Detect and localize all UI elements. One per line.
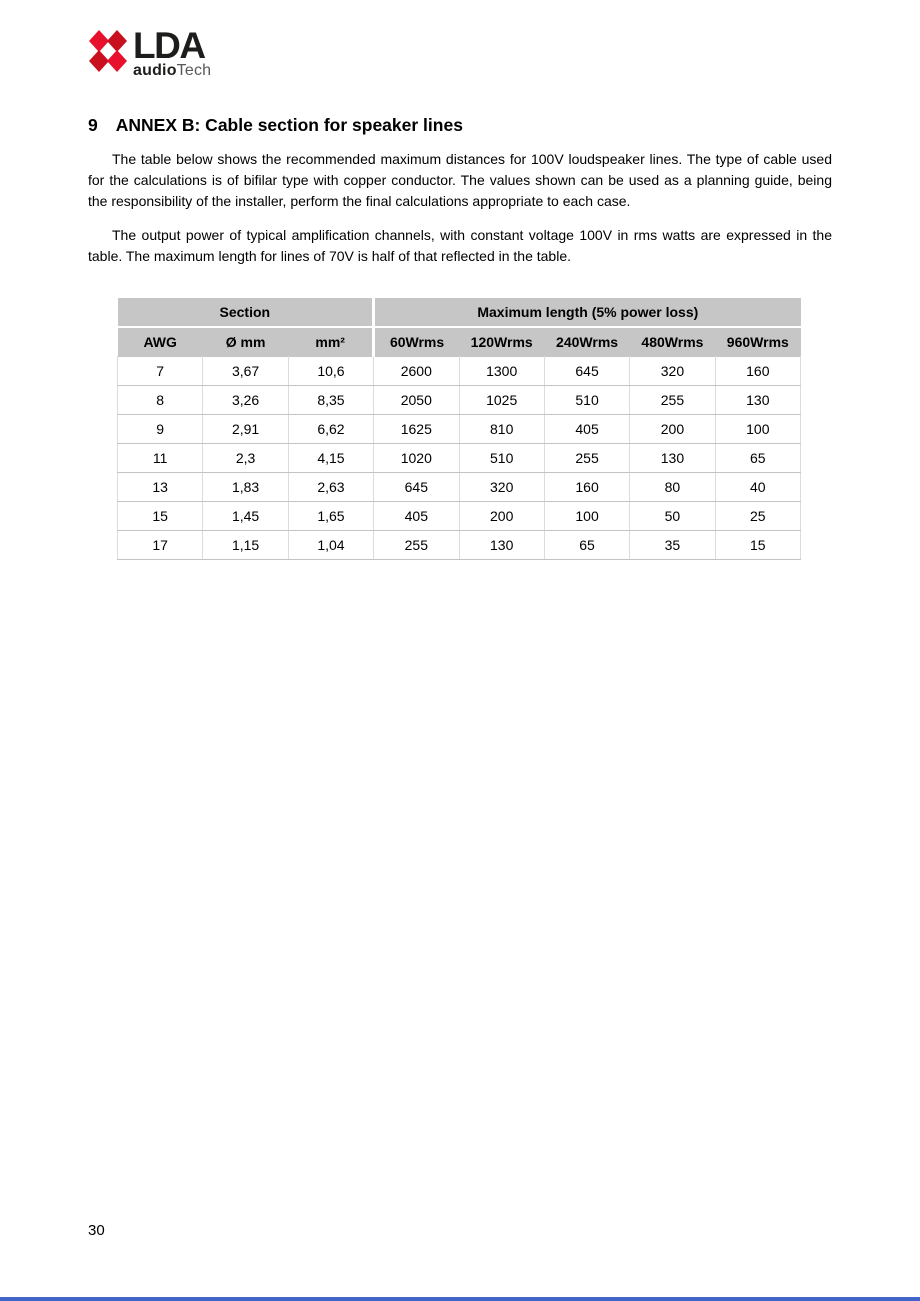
section-title: ANNEX B: Cable section for speaker lines (115, 115, 463, 135)
column-header-240wrms: 240Wrms (544, 327, 629, 357)
table-cell: 1,83 (203, 473, 288, 502)
table-cell: 10,6 (288, 357, 373, 386)
logo-text (133, 27, 211, 79)
page-number: 30 (88, 1222, 105, 1239)
table-cell: 645 (544, 357, 629, 386)
table-row (118, 357, 801, 386)
table-cell: 2,63 (288, 473, 373, 502)
table-cell: 1,65 (288, 502, 373, 531)
table-cell: 255 (374, 531, 459, 560)
table-columns-row (118, 327, 801, 357)
table-cell: 810 (459, 415, 544, 444)
table-cell: 3,26 (203, 386, 288, 415)
table-body (118, 357, 801, 560)
table-cell: 200 (459, 502, 544, 531)
table-cell: 2050 (374, 386, 459, 415)
table-cell: 510 (544, 386, 629, 415)
table-cell: 405 (544, 415, 629, 444)
table-cell: 1,45 (203, 502, 288, 531)
table-cell: 405 (374, 502, 459, 531)
table-cell: 2600 (374, 357, 459, 386)
table-cell: 1025 (459, 386, 544, 415)
table-cell: 130 (630, 444, 715, 473)
column-header-960wrms: 960Wrms (715, 327, 800, 357)
table-cell: 160 (715, 357, 800, 386)
logo-subtitle (133, 62, 211, 79)
table-cell: 645 (374, 473, 459, 502)
table-cell: 1300 (459, 357, 544, 386)
lda-logo (88, 27, 832, 79)
table-cell: 65 (544, 531, 629, 560)
table-cell: 9 (118, 415, 203, 444)
table-cell: 130 (715, 386, 800, 415)
table-row (118, 444, 801, 473)
group-header-max-length: Maximum length (5% power loss) (374, 298, 801, 327)
table-cell: 510 (459, 444, 544, 473)
footer-accent-bar (0, 1297, 920, 1301)
table-cell: 160 (544, 473, 629, 502)
table-cell: 15 (118, 502, 203, 531)
table-cell: 3,67 (203, 357, 288, 386)
table-cell: 255 (630, 386, 715, 415)
table-cell: 2,91 (203, 415, 288, 444)
table-cell: 1020 (374, 444, 459, 473)
table-head (118, 298, 801, 357)
table-cell: 8,35 (288, 386, 373, 415)
table-cell: 6,62 (288, 415, 373, 444)
table-cell: 13 (118, 473, 203, 502)
table-cell: 255 (544, 444, 629, 473)
logo-title: LDA (133, 25, 205, 66)
table-cell: 25 (715, 502, 800, 531)
lda-diamonds-icon (88, 27, 128, 75)
table-cell: 4,15 (288, 444, 373, 473)
table-cell: 320 (459, 473, 544, 502)
table-cell: 130 (459, 531, 544, 560)
table-cell: 17 (118, 531, 203, 560)
table-cell: 200 (630, 415, 715, 444)
column-header-480wrms: 480Wrms (630, 327, 715, 357)
cable-section-table-wrap (117, 298, 832, 560)
table-cell: 7 (118, 357, 203, 386)
logo-subtitle-tech: Tech (176, 62, 212, 79)
table-cell: 50 (630, 502, 715, 531)
table-cell: 100 (544, 502, 629, 531)
table-cell: 100 (715, 415, 800, 444)
paragraph-2: The output power of typical amplification channels, with constant voltage 100V in rms watts are expressed in the table. The maximum length for lines of 70V is half of that reflected in the table. (88, 227, 832, 264)
page-content (0, 27, 920, 560)
table-cell: 1,04 (288, 531, 373, 560)
table-row (118, 415, 801, 444)
table-cell: 40 (715, 473, 800, 502)
column-header--mm: Ø mm (203, 327, 288, 357)
group-header-section: Section (118, 298, 374, 327)
table-cell: 80 (630, 473, 715, 502)
table-cell: 1,15 (203, 531, 288, 560)
column-header-mm-: mm² (288, 327, 373, 357)
column-header-awg: AWG (118, 327, 203, 357)
table-cell: 1625 (374, 415, 459, 444)
table-cell: 35 (630, 531, 715, 560)
column-header-60wrms: 60Wrms (374, 327, 459, 357)
table-cell: 2,3 (203, 444, 288, 473)
cable-section-table (117, 298, 801, 560)
table-cell: 15 (715, 531, 800, 560)
column-header-120wrms: 120Wrms (459, 327, 544, 357)
paragraph-1: The table below shows the recommended maximum distances for 100V loudspeaker lines. The type of cable used for the calculations is of bifilar type with copper conductor. The values shown can be used as a planning guide, being the responsibility of the installer, perform the final calculations appropriate to each case. (88, 151, 832, 209)
table-cell: 320 (630, 357, 715, 386)
section-number: 9 (88, 115, 98, 135)
table-cell: 11 (118, 444, 203, 473)
table-row (118, 473, 801, 502)
table-cell: 65 (715, 444, 800, 473)
table-row (118, 502, 801, 531)
logo-subtitle-audio: audio (133, 62, 177, 79)
table-cell: 8 (118, 386, 203, 415)
section-heading (88, 115, 832, 136)
table-group-header-row (118, 298, 801, 327)
table-row (118, 531, 801, 560)
table-row (118, 386, 801, 415)
